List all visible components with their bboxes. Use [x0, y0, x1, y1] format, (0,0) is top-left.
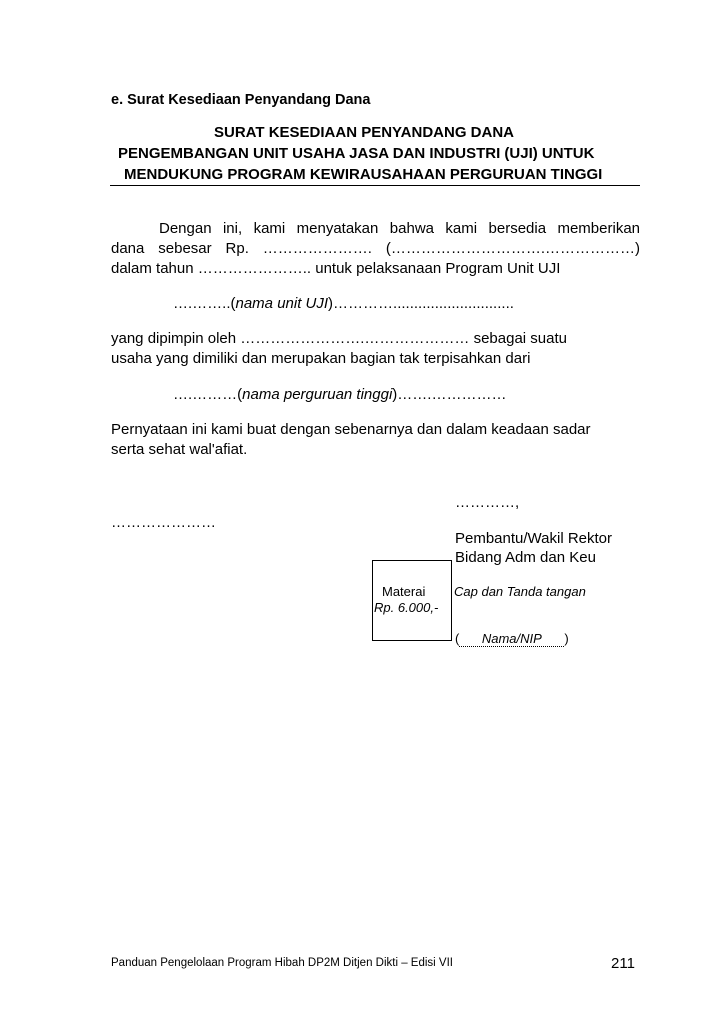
paragraph-1-line-1: Dengan ini, kami menyatakan bahwa kami bersedia memberikan [159, 220, 640, 237]
page-number: 211 [611, 955, 635, 972]
university-name-pre: ….………( [173, 386, 243, 403]
university-name-line [173, 386, 506, 403]
signer-role-line-1: Pembantu/Wakil Rektor [455, 530, 613, 547]
university-name-italic: nama perguruan tinggi [242, 386, 393, 403]
stamp-label: Materai [382, 584, 426, 599]
footer-text: Panduan Pengelolaan Program Hibah DP2M Ditjen Dikti – Edisi VII [111, 957, 453, 969]
paragraph-3-line-1: Pernyataan ini kami buat dengan sebenarnya dan dalam keadaan sadar [111, 421, 591, 438]
paragraph-2-line-2: usaha yang dimiliki dan merupakan bagian tak terpisahkan dari [111, 350, 531, 367]
cap-signature-label: Cap dan Tanda tangan [454, 584, 586, 599]
place-date: …………, [455, 494, 520, 511]
letter-title-line-3: MENDUKUNG PROGRAM KEWIRAUSAHAAN PERGURUAN TINGGI [124, 166, 603, 183]
signer-role-line-2: Bidang Adm dan Keu [455, 549, 596, 566]
stamp-value: Rp. 6.000,- [374, 600, 439, 615]
title-underline [110, 185, 640, 186]
name-nip-line [455, 631, 569, 647]
university-name-post: )…….…………… [392, 386, 507, 403]
letter-title-line-1: SURAT KESEDIAAN PENYANDANG DANA [213, 124, 515, 141]
name-nip-close: ) [564, 631, 569, 646]
paragraph-1-line-3: dalam tahun ………………….. untuk pelaksanaan Program Unit UJI [111, 260, 561, 277]
paragraph-2-line-1: yang dipimpin oleh …………………….………………… sebagai suatu [111, 330, 567, 347]
name-nip-open: ( [455, 631, 460, 646]
left-signature-dots: ………………… [111, 514, 216, 531]
section-heading: e. Surat Kesediaan Penyandang Dana [111, 92, 371, 108]
paragraph-1-line-2: dana sebesar Rp. …………………. (………………………….………………) [111, 240, 640, 257]
name-nip-label: Nama/NIP [459, 631, 564, 647]
paragraph-3-line-2: serta sehat wal'afiat. [111, 441, 248, 458]
unit-name-italic: nama unit UJI [235, 295, 329, 312]
unit-name-pre: ….……..( [173, 295, 236, 312]
unit-name-line [173, 295, 514, 312]
unit-name-post: )…………............................. [328, 295, 514, 312]
letter-title-line-2: PENGEMBANGAN UNIT USAHA JASA DAN INDUSTRI (UJI) UNTUK [118, 145, 595, 162]
